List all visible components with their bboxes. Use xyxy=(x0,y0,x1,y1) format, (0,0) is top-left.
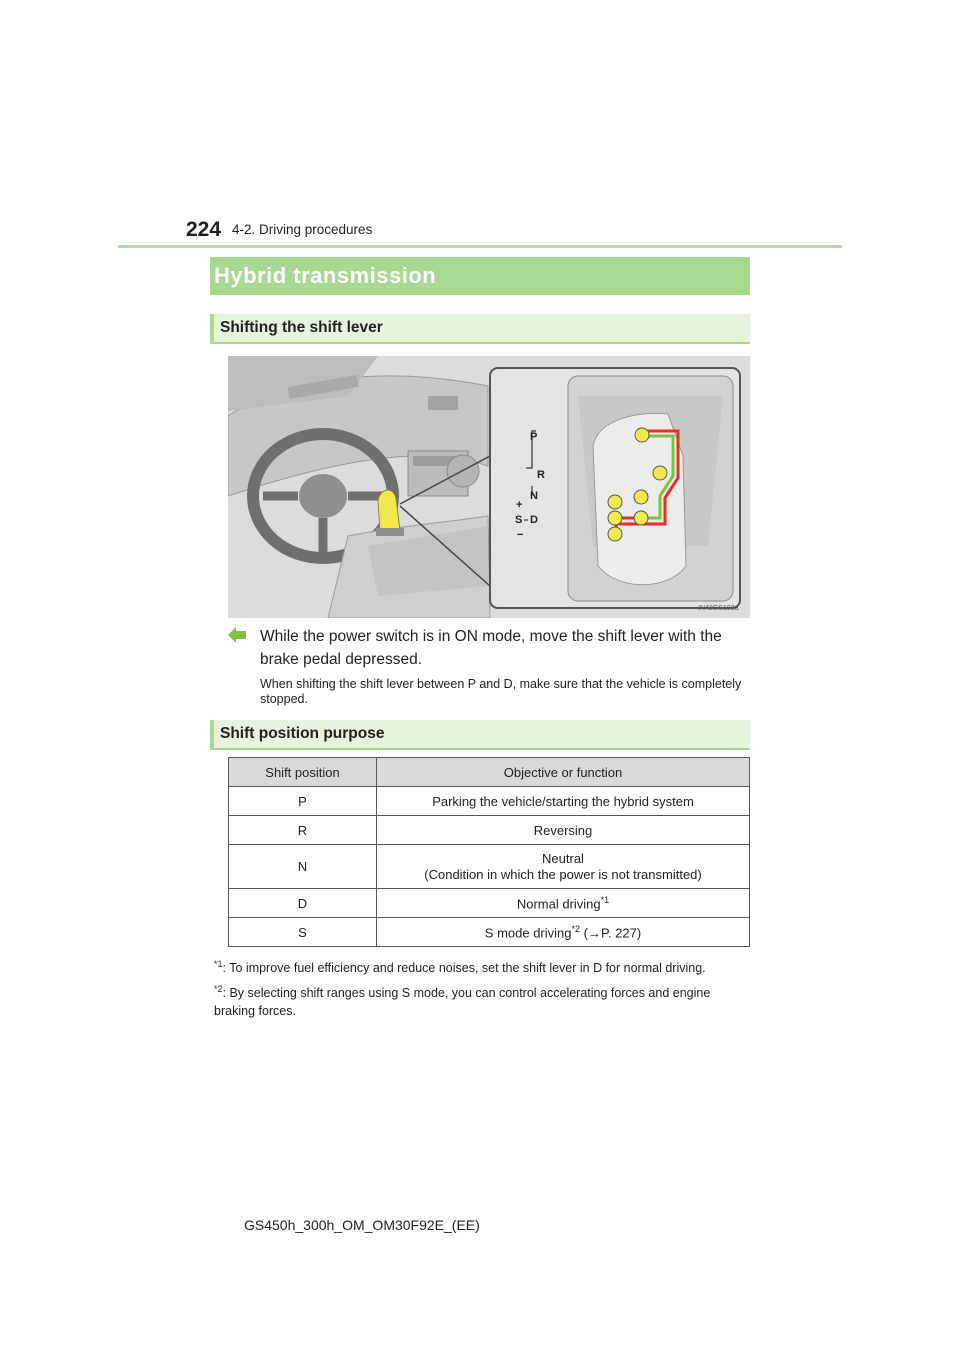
cell-function: Parking the vehicle/starting the hybrid system xyxy=(377,787,750,816)
table-row xyxy=(229,918,750,947)
footnote-mark-2: *2 xyxy=(214,984,223,994)
cell-position: R xyxy=(229,816,377,845)
step-note: When shifting the shift lever between P and D, make sure that the vehicle is completely stopped. xyxy=(260,677,742,706)
cell-function-text: S mode driving xyxy=(484,925,572,941)
subheading-shifting-bar xyxy=(210,314,750,344)
footnote-2 xyxy=(214,980,746,1020)
footnote-marker: *2 xyxy=(571,923,581,934)
page-title-bar xyxy=(210,257,750,295)
table-row xyxy=(229,845,750,889)
document-code: GS450h_300h_OM_OM30F92E_(EE) xyxy=(244,1217,480,1233)
cell-position: S xyxy=(229,918,377,947)
shift-position-table xyxy=(228,757,750,947)
gate-label-r: R xyxy=(537,469,545,481)
cell-position: P xyxy=(229,787,377,816)
illustration-code: IN42GS193a xyxy=(698,605,739,612)
footnote-mark-1: *1 xyxy=(214,959,223,969)
cell-function xyxy=(377,889,750,918)
table-row xyxy=(229,787,750,816)
gate-label-d: D xyxy=(530,514,538,526)
subheading-purpose: Shift position purpose xyxy=(220,725,385,742)
header-divider xyxy=(118,245,842,248)
subheading-purpose-bar xyxy=(210,720,750,750)
cell-position: N xyxy=(229,845,377,889)
column-header-function: Objective or function xyxy=(377,758,750,787)
gate-label-minus: − xyxy=(517,529,524,541)
page-number: 224 xyxy=(186,218,222,241)
table-header-row xyxy=(229,758,750,787)
cell-function-text: Normal driving xyxy=(516,896,601,912)
cell-position: D xyxy=(229,889,377,918)
gate-label-plus: + xyxy=(516,499,523,511)
dashboard-drawing xyxy=(228,356,750,618)
gate-label-p: P xyxy=(530,431,538,443)
footnote-marker: *1 xyxy=(600,894,610,905)
table-row xyxy=(229,889,750,918)
footnote-text-1: : To improve fuel efficiency and reduce noises, set the shift lever in D for normal driving. xyxy=(222,961,706,976)
section-title: 4-2. Driving procedures xyxy=(232,222,373,237)
gate-label-s: S xyxy=(515,514,523,526)
shift-lever-illustration xyxy=(228,356,750,618)
left-arrow-icon xyxy=(226,624,248,646)
cell-function: Reversing xyxy=(377,816,750,845)
subheading-shifting: Shifting the shift lever xyxy=(220,319,383,336)
step-instruction: While the power switch is in ON mode, move the shift lever with the brake pedal depressed. xyxy=(260,628,722,668)
page-title: Hybrid transmission xyxy=(214,263,437,288)
cell-function xyxy=(377,845,750,889)
footnote-text-2: : By selecting shift ranges using S mode, you can control accelerating forces and engine braking forces. xyxy=(214,986,711,1019)
gate-label-n: N xyxy=(530,490,538,502)
page-reference-link[interactable]: (→P. 227) xyxy=(580,925,642,941)
table-row xyxy=(229,816,750,845)
cell-function xyxy=(377,918,750,947)
column-header-position: Shift position xyxy=(229,758,377,787)
footnote-1 xyxy=(214,955,746,977)
cell-function-line2: (Condition in which the power is not transmitted) xyxy=(424,866,702,882)
cell-function-line1: Neutral xyxy=(542,850,584,866)
